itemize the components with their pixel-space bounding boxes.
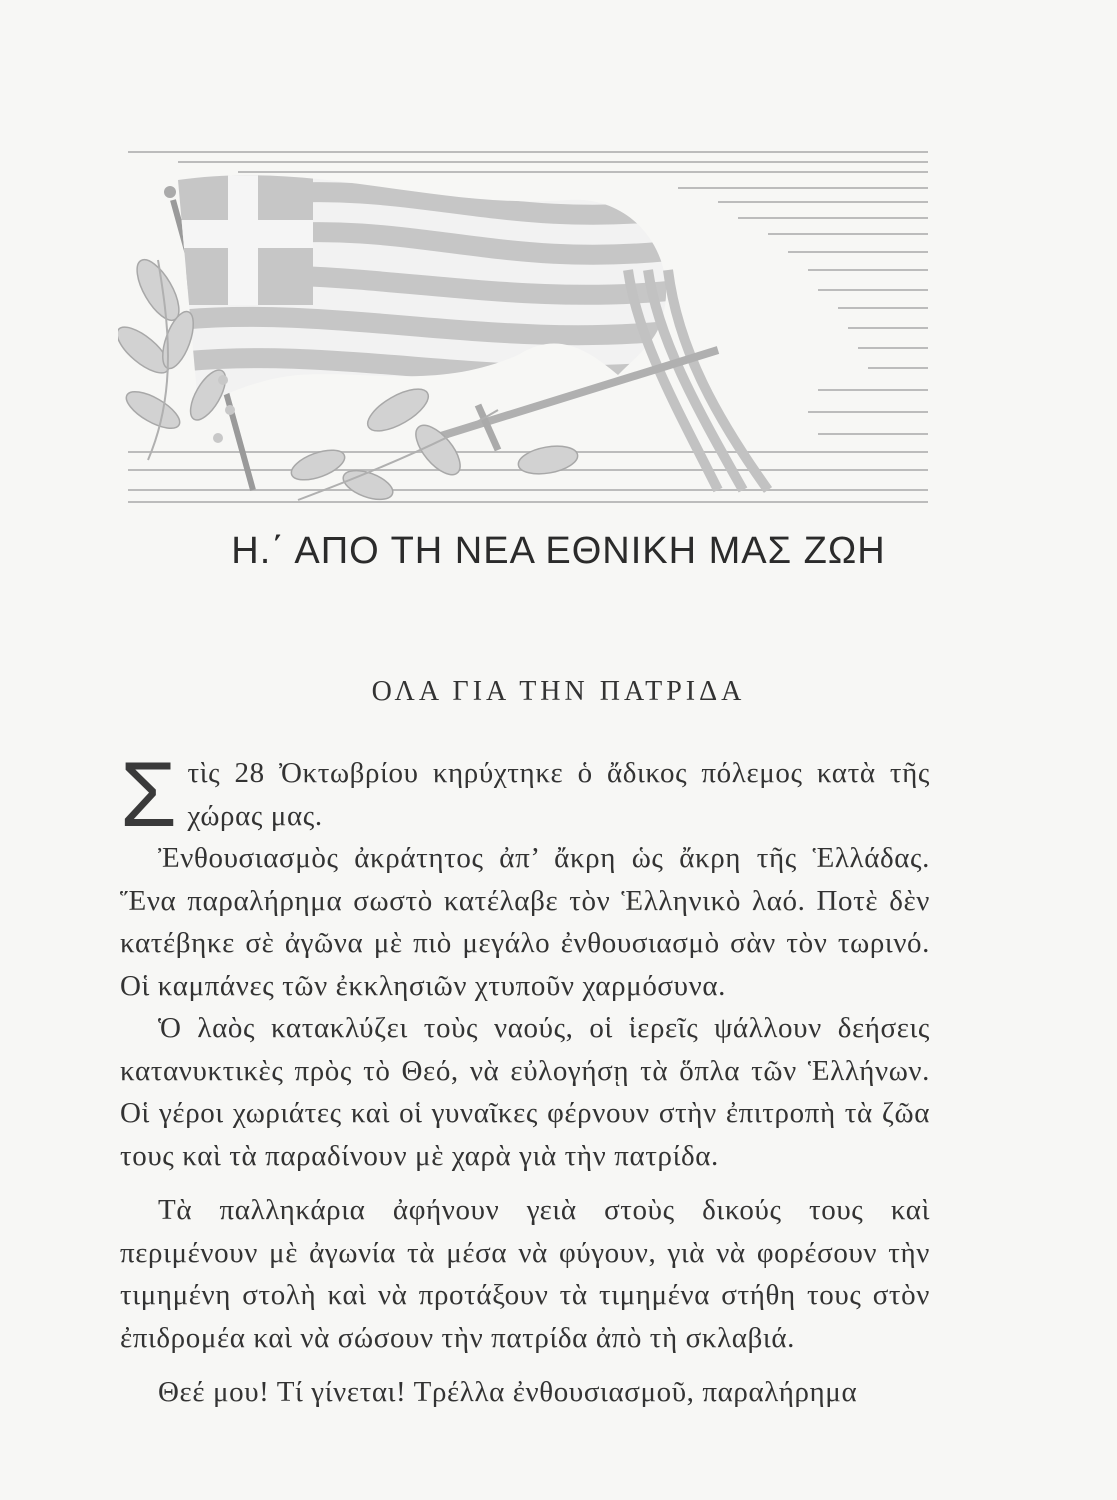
- paragraph: Ἐνθουσιασμὸς ἀκράτητος ἀπ’ ἄκρη ὡς ἄκρη τῆς Ἑλλάδας. Ἕνα παραλήρημα σωστὸ κατέλαβε τὸν Ἑλληνικὸ λαό. Ποτὲ δὲν κατέβηκε σὲ ἀγῶνα μὲ πιὸ μεγάλο ἐνθουσιασμὸ σὰν τὸν τωρινό. Οἱ καμπάνες τῶν ἐκκλησιῶν χτυποῦν χαρμόσυνα.: [120, 842, 930, 1002]
- paragraph: Ὁ λαὸς κατακλύζει τοὺς ναούς, οἱ ἱερεῖς ψάλλουν δεήσεις κατανυκτικὲς πρὸς τὸ Θεό, νὰ εὐλογήσῃ τὰ ὅπλα τῶν Ἑλλήνων. Οἱ γέροι χωριάτες καὶ οἱ γυναῖκες φέρνουν στὴν ἐπιτροπὴ τὰ ζῶα τους καὶ τὰ παραδίνουν μὲ χαρὰ γιὰ τὴν πατρίδα.: [120, 1012, 930, 1172]
- paragraph: Θεέ μου! Τί γίνεται! Τρέλλα ἐνθουσιασμοῦ, παραλήρημα: [158, 1376, 858, 1408]
- greek-flag-illustration: [118, 140, 938, 510]
- article-body: [120, 744, 930, 1414]
- section-heading: Η.΄ ΑΠΟ ΤΗ ΝΕΑ ΕΘΝΙΚΗ ΜΑΣ ΖΩΗ: [231, 530, 886, 572]
- chapter-title: ΟΛΑ ΓΙΑ ΤΗΝ ΠΑΤΡΙΔΑ: [371, 676, 746, 707]
- drop-cap: Σ: [120, 744, 178, 846]
- first-paragraph-text: τὶς 28 Ὀκτωβρίου κηρύχτηκε ὁ ἄδικος πόλεμος κατὰ τῆς χώρας μας.: [187, 757, 930, 832]
- paragraph: Τὰ παλληκάρια ἀφήνουν γειὰ στοὺς δικούς τους καὶ περιμένουν μὲ ἀγωνία τὰ μέσα νὰ φύγουν, γιὰ νὰ φορέσουν τὴν τιμημένη στολὴ καὶ νὰ προτάξουν τὰ τιμημένα στήθη τους στὸν ἐπιδρομέα καὶ νὰ σώσουν τὴν πατρίδα ἀπὸ τὴ σκλαβιά.: [120, 1194, 930, 1354]
- first-paragraph: [120, 744, 930, 846]
